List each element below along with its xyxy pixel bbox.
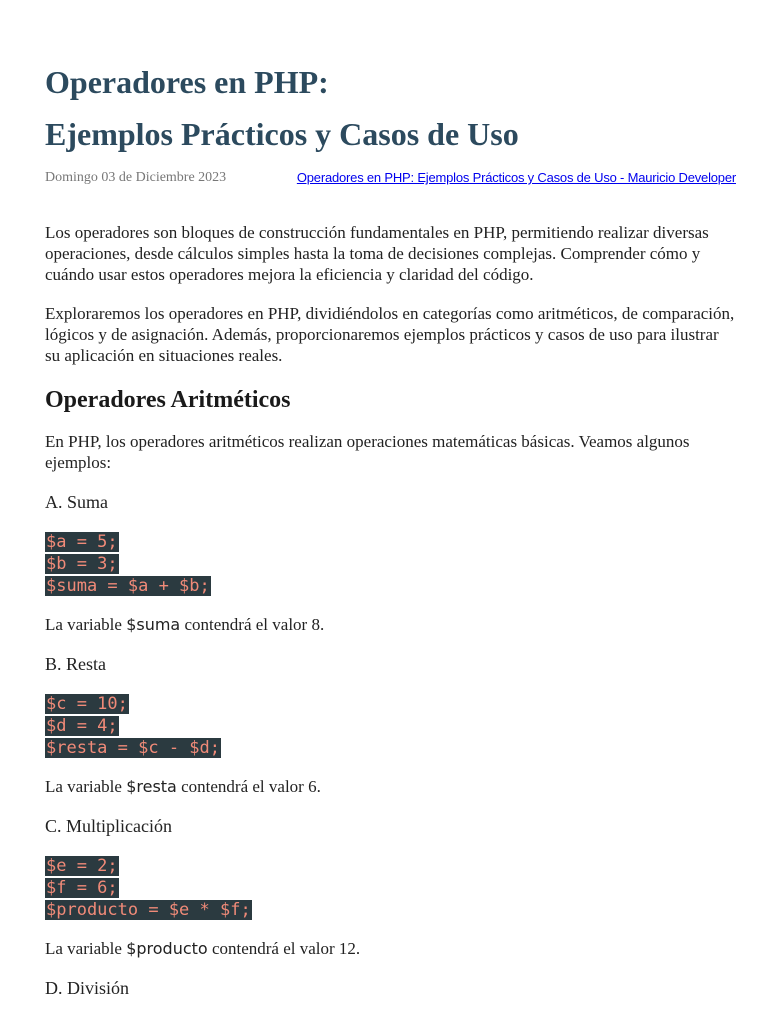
example-label-suma: A. Suma xyxy=(45,492,108,512)
example-label-multiplicacion: C. Multiplicación xyxy=(45,816,172,836)
code-block-suma xyxy=(45,531,735,597)
title-line-2: Ejemplos Prácticos y Casos de Uso xyxy=(45,116,519,152)
inline-code: $suma xyxy=(126,615,181,634)
code-line: $b = 3; xyxy=(46,554,118,574)
section-heading-arithmetic: Operadores Aritméticos xyxy=(45,387,291,413)
result-text-resta: La variable $resta contendrá el valor 6. xyxy=(45,777,321,796)
code-line: $f = 6; xyxy=(46,878,118,898)
code-block-resta xyxy=(45,693,735,759)
publish-date: Domingo 03 de Diciembre 2023 xyxy=(45,170,227,185)
code-line: $producto = $e * $f; xyxy=(46,900,251,920)
inline-code: $producto xyxy=(126,939,208,958)
code-line: $d = 4; xyxy=(46,716,118,736)
code-line: $e = 2; xyxy=(46,856,118,876)
code-block-multiplicacion xyxy=(45,855,735,921)
source-link[interactable]: Operadores en PHP: Ejemplos Prácticos y Casos de Uso - Mauricio Developer xyxy=(296,170,736,185)
inline-code: $resta xyxy=(126,777,177,796)
intro-paragraph-2: Exploraremos los operadores en PHP, dividiéndolos en categorías como aritméticos, de comparación, lógicos y de asignación. Además, proporcionaremos ejemplos prácticos y casos de uso para ilustrar su aplicación en situaciones reales. xyxy=(45,304,735,365)
code-line: $suma = $a + $b; xyxy=(46,576,210,596)
code-line: $a = 5; xyxy=(46,532,118,552)
article xyxy=(45,56,735,999)
code-line: $c = 10; xyxy=(46,694,128,714)
example-label-division: D. División xyxy=(45,978,130,998)
page-title xyxy=(45,56,735,160)
section-intro: En PHP, los operadores aritméticos realizan operaciones matemáticas básicas. Veamos algunos ejemplos: xyxy=(45,432,690,472)
result-text-suma: La variable $suma contendrá el valor 8. xyxy=(45,615,325,634)
article-meta xyxy=(45,170,735,190)
intro-paragraph-1: Los operadores son bloques de construcción fundamentales en PHP, permitiendo realizar diversas operaciones, desde cálculos simples hasta la toma de decisiones complejas. Comprender cómo y cuándo usar estos operadores mejora la eficiencia y claridad del código. xyxy=(45,223,709,284)
example-label-resta: B. Resta xyxy=(45,654,106,674)
code-line: $resta = $c - $d; xyxy=(46,738,220,758)
title-line-1: Operadores en PHP: xyxy=(45,64,329,100)
result-text-multiplicacion: La variable $producto contendrá el valor 12. xyxy=(45,939,361,958)
